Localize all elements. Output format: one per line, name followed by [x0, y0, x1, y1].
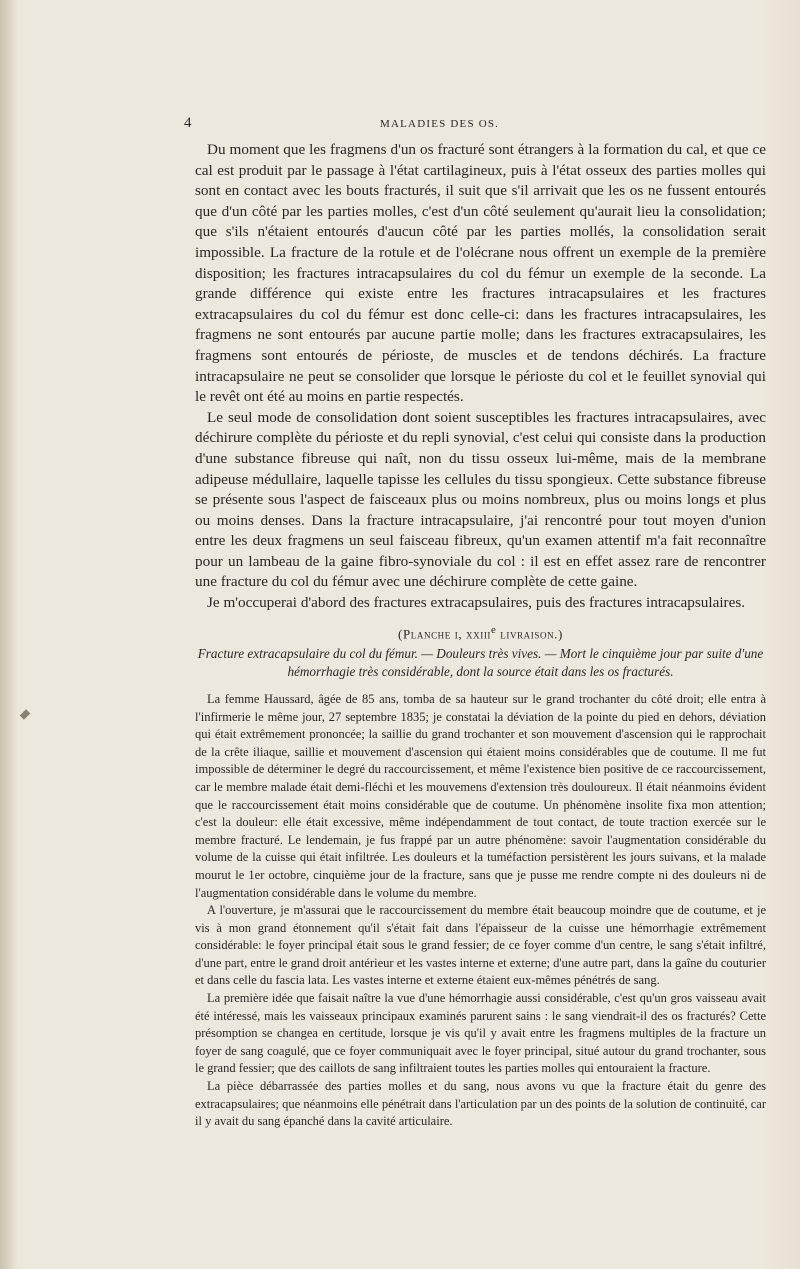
case-paragraph: La première idée que faisait naître la vue d'une hémorrhagie aussi considérable, c'est qu'un gros vaisseau avait été intéressé, mais les vaisseaux principaux examinés parurent sains : le sang viendrait-il des os fracturés? Cette présomption se changea en certitude, lorsque je vis qu'il y avait entre les fragmens multiples de la fracture un foyer de sang coagulé, que ce foyer communiquait avec le foyer principal, situé autour du grand trochanter, sous le grand fessier; que des caillots de sang infiltraient toutes les parties molles qui entouraient la fracture.: [195, 991, 766, 1076]
plate-suffix: livraison.): [496, 625, 563, 641]
plate-sup: e: [491, 623, 497, 636]
running-title: MALADIES DES OS.: [380, 118, 500, 130]
plate-reference: [195, 624, 766, 642]
case-paragraph: A l'ouverture, je m'assurai que le raccourcissement du membre était beaucoup moindre que de coutume, et je vis à mon grand étonnement qu'il s'était fait dans l'épaisseur de la cuisse une hémorrhagie extrêmement considérable: le foyer principal était sous le grand fessier; de ce foyer comme d'un centre, le sang s'était infiltré, d'une part, entre le grand droit antérieur et les vastes interne et externe; d'une autre part, dans la gaîne du couturier et dans celle du fascia lata. Les vastes interne et externe étaient eux-mêmes pénétrés de sang.: [195, 903, 766, 988]
plate-label: Planche i, xxiii: [402, 625, 492, 641]
intro-paragraph: Le seul mode de consolidation dont soient susceptibles les fractures intracapsulaires, avec déchirure complète du périoste et du repli synovial, c'est celui qui consiste dans la production d'une substance fibreuse qui naît, non du tissu osseux lui-même, mais de la membrane adipeuse médullaire, laquelle tapisse les cellules du tissu spongieux. Cette substance fibreuse se présente sous l'aspect de faisceaux plus ou moins nombreux, plus ou moins longs et plus ou moins denses. Dans la fracture intracapsulaire, j'ai rencontré pour tout moyen d'union entre les deux fragmens un seul faisceau fibreux, qu'un examen attentif m'a fait reconnaître pour un lambeau de la gaine fibro-synoviale du col : il est en effet assez rare de rencontrer une fracture du col du fémur avec une déchirure complète de cette gaine.: [195, 408, 766, 591]
main-text: [195, 140, 766, 1131]
case-paragraph: La femme Haussard, âgée de 85 ans, tomba de sa hauteur sur le grand trochanter du côté droit; elle entra à l'infirmerie le même jour, 27 septembre 1835; je constatai la déviation de la pointe du pied en dehors, déviation qui était extrêmement prononcée; la saillie du grand trochanter et son mouvement d'ascension qui le rapprochait de la crête iliaque, saillie et mouvement d'ascension qui étaient moins considérables que de coutume. Il me fut impossible de déterminer le degré du raccourcissement, et même l'existence bien positive de ce raccourcissement, car le membre malade était demi-fléchi et les mouvemens d'extension très douloureux. Il était néanmoins évident que le raccourcissement était moins considérable que de coutume. Un phénomène insolite fixa mon attention; c'est la douleur: elle était excessive, même indépendamment de tout contact, de toute traction exercée sur le membre fracturé. Le lendemain, je fus frappé par un autre phénomène: savoir l'augmentation considérable du volume de la cuisse qui était infiltrée. Les douleurs et la tuméfaction persistèrent les jours suivans, et la malade mourut le 1er octobre, cinquième jour de la fracture, sans que je pusse me rendre compte ni des douleurs ni de l'augmentation considérable dans le volume du membre.: [195, 691, 766, 900]
margin-mark: [20, 709, 31, 720]
intro-paragraph: Je m'occuperai d'abord des fractures extracapsulaires, puis des fractures intracapsulaires.: [207, 594, 746, 612]
page-number: 4: [184, 115, 192, 131]
intro-paragraph: Du moment que les fragmens d'un os fracturé sont étrangers à la formation du cal, et que ce cal est produit par le passage à l'état cartilagineux, puis à l'état osseux des parties molles qui sont en contact avec les bouts fracturés, il suit que s'il arrivait que les os ne fussent entourés que d'un côté par les parties molles, c'est d'un côté seulement qu'aurait lieu la consolidation; que s'ils n'étaient entourés d'aucun côté par les parties mollés, la consolidation serait impossible. La fracture de la rotule et de l'olécrane nous offrent un exemple de la première disposition; les fractures intracapsulaires du col du fémur un exemple de la seconde. La grande différence qui existe entre les fractures intracapsulaires et les fractures extracapsulaires du col du fémur est donc celle-ci: dans les fractures intracapsulaires, les fragmens ne sont entourés par aucune partie molle; dans les fractures extracapsulaires, les fragmens sont entourés de périoste, de muscles et de tendons déchirés. La fracture intracapsulaire ne peut se consolider que lorsque le périoste du col et le feuillet synovial qui le revêt ont été au moins en partie respectés.: [195, 141, 766, 406]
case-title: Fracture extracapsulaire du col du fémur. — Douleurs très vives. — Mort le cinquième jour par suite d'une hémorrhagie très considérable, dont la source était dans les os fracturés.: [197, 645, 764, 679]
plate-open: (: [398, 625, 403, 641]
binding-shadow: [0, 0, 18, 1269]
case-paragraph: La pièce débarrassée des parties molles et du sang, nous avons vu que la fracture était du genre des extracapsulaires; que néanmoins elle pénétrait dans l'articulation par un des points de la solution de continuité, car il y avait du sang épanché dans la cavité articulaire.: [195, 1079, 766, 1129]
